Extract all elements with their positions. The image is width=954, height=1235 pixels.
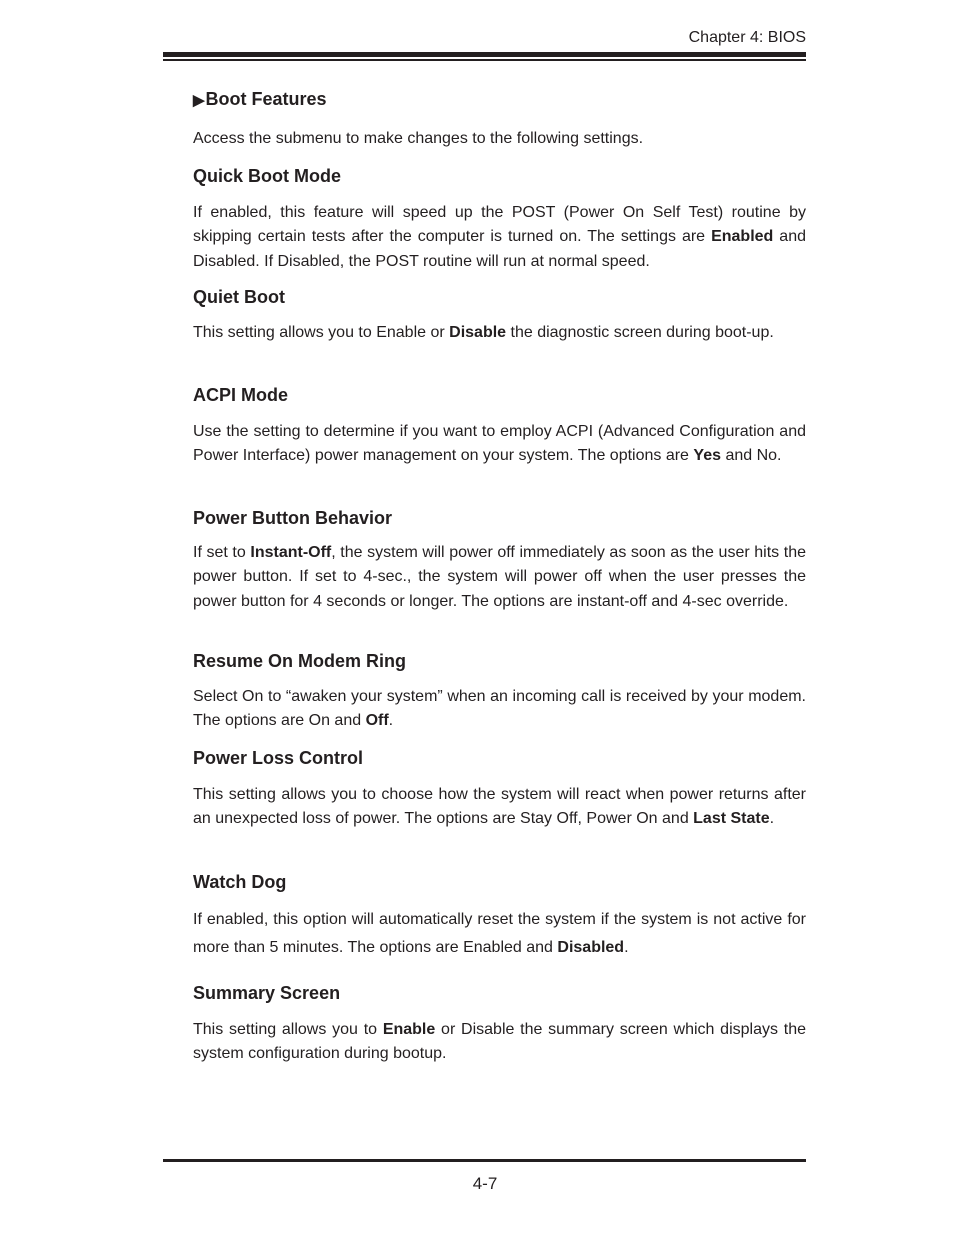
section-body-summary-screen (193, 1018, 806, 1067)
text-run: . (388, 712, 394, 730)
page-number: 4-7 (472, 1174, 498, 1193)
text-run: . (769, 810, 775, 828)
section-body-power-button-behavior (193, 541, 806, 614)
section-title-summary-screen: Summary Screen (193, 983, 341, 1003)
section-body-power-loss-control (193, 783, 806, 832)
text-run: Use the setting to determine if you want to employ ACPI (Advanced Configuration and Power Interface) power management on your system. The options are (193, 423, 806, 465)
section-body-boot-features (193, 127, 806, 151)
section-body-quiet-boot (193, 321, 806, 345)
bold-term: Off (365, 712, 389, 730)
chapter-header: Chapter 4: BIOS (688, 29, 806, 46)
triangle-marker-icon: ▶ (193, 92, 205, 109)
bold-term: Instant-Off (250, 544, 332, 561)
section-title-acpi-mode: ACPI Mode (193, 385, 289, 405)
section-title-power-button-behavior: Power Button Behavior (193, 508, 393, 528)
text-run: or Disable the summary screen which displays the system configuration during bootup. (193, 1021, 806, 1063)
text-run: and No. (721, 447, 782, 465)
section-title-quick-boot-mode: Quick Boot Mode (193, 166, 341, 186)
bold-term: Last State (693, 810, 770, 828)
section-title-boot-features: ▶Boot Features (193, 89, 327, 109)
section-title-power-loss-control: Power Loss Control (193, 748, 364, 768)
bold-term: Enable (382, 1021, 436, 1038)
text-run: If enabled, this option will automatically reset the system if the system is not active for more than 5 minutes. The options are Enabled and (193, 911, 806, 956)
header-rule-thick (163, 52, 806, 57)
text-run: This setting allows you to Enable or (193, 324, 450, 341)
section-title-quiet-boot: Quiet Boot (193, 287, 285, 307)
text-run: This setting allows you to choose how the system will react when power returns after an unexpected loss of power. The options are Stay Off, Power On and (193, 786, 806, 828)
section-body-quick-boot-mode (193, 201, 806, 274)
text-run: If set to (193, 544, 251, 561)
section-body-acpi-mode (193, 420, 806, 469)
text-run: the diagnostic screen during boot-up. (506, 324, 774, 341)
bold-term: Disable (449, 324, 507, 341)
text-run: This setting allows you to (193, 1021, 383, 1038)
text-run: . (624, 939, 629, 956)
bold-term: Enabled (711, 228, 774, 246)
text-run: and Disabled. If Disabled, the POST routine will run at normal speed. (193, 228, 806, 270)
footer-rule (163, 1159, 806, 1162)
bold-term: Disabled (557, 939, 625, 956)
text-run: If enabled, this feature will speed up the POST (Power On Self Test) routine by skipping certain tests after the computer is turned on. The settings are (193, 204, 806, 246)
section-title-watch-dog: Watch Dog (193, 872, 287, 892)
text-run: , the system will power off immediately as soon as the user hits the power button. If set to 4-sec., the system will power off when the user presses the power button for 4 seconds or longer. The options are instant-off and 4-sec override. (193, 544, 806, 610)
section-body-watch-dog (193, 906, 806, 962)
text-run: Select On to “awaken your system” when an incoming call is received by your modem. The options are On and (193, 688, 806, 730)
text-run: Access the submenu to make changes to the following settings. (193, 130, 644, 147)
section-title-resume-on-modem-ring: Resume On Modem Ring (193, 651, 407, 671)
section-body-resume-on-modem-ring (193, 685, 806, 734)
header-rule-thin (163, 59, 806, 61)
bold-term: Yes (693, 447, 721, 465)
